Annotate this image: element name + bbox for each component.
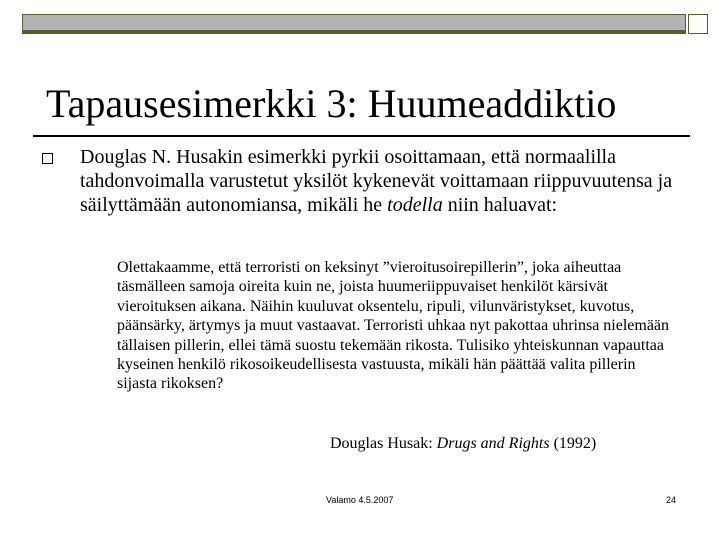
quote-text: Olettakaamme, että terroristi on keksinyt ”vieroitusoirepillerin”, joka aiheuttaa täsmälleen samoja oireita kuin ne, joista huumeriippuvaiset henkilöt kärsivät vieroituksen aikana. Näihin kuuluvat oksentelu, ripuli, vilunväristykset, kuvotus, päänsärky, ärtymys ja muut vastaavat. Terroristi uhkaa nyt pakottaa uhrinsa nielemään tällaisen pillerin, ellei tämä suostu tekemään rikosta. Tulisiko yhteiskunnan vapauttaa kyseinen henkilö rikosoikeudellisesta vastuusta, mikäli hän päättää valita pillerin sijasta rikoksen?	[117, 259, 670, 393]
bullet-text-after: niin haluavat:	[442, 194, 558, 216]
title-divider	[33, 135, 690, 137]
bullet-paragraph	[80, 145, 680, 217]
bullet-square-icon	[42, 153, 53, 164]
footer-page-number: 24	[666, 495, 677, 505]
bullet-text-before: Douglas N. Husakin esimerkki pyrkii osoittamaan, että normaalilla tahdonvoimalla varustetut yksilöt kykenevät voittamaan riippuvuutensa ja säilyttämään autonomiansa, mikäli he	[80, 146, 673, 216]
citation-author: Douglas Husak:	[330, 435, 437, 452]
slide-title: Tapausesimerkki 3: Huumeaddiktio	[46, 81, 617, 126]
top-bar-square	[688, 14, 708, 34]
footer-date-location: Valamo 4.5.2007	[326, 495, 394, 505]
bullet-text-emphasis: todella	[387, 194, 443, 216]
citation-year: (1992)	[549, 435, 597, 452]
citation	[330, 434, 670, 454]
top-decoration-bar	[22, 14, 708, 36]
top-bar-underline	[22, 14, 686, 34]
citation-title: Drugs and Rights	[436, 435, 550, 452]
